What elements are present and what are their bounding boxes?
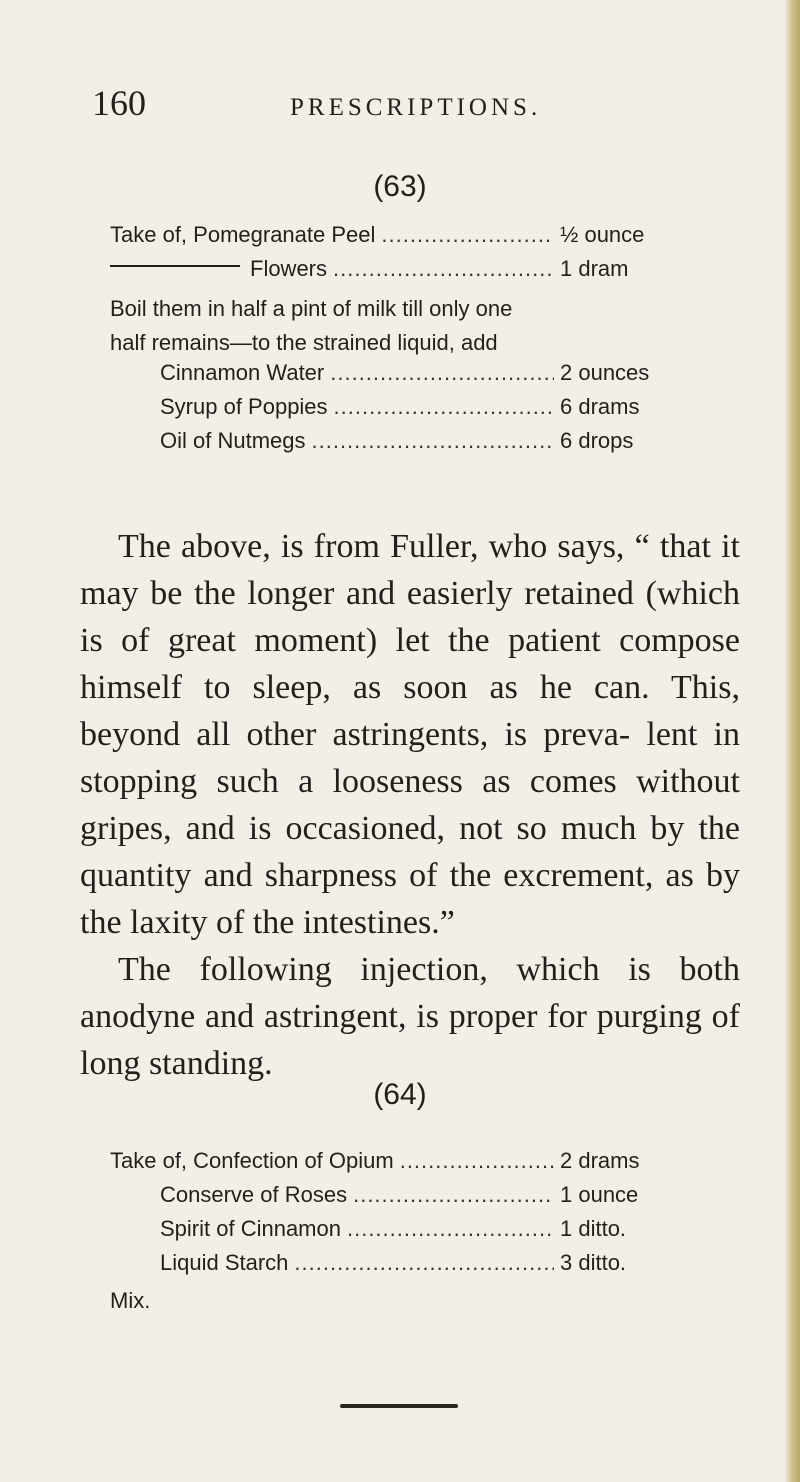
leader-dots	[353, 1182, 554, 1208]
ingredient-quantity: 1 ditto.	[560, 1216, 627, 1241]
ingredient-quantity: 2 ounces	[560, 360, 650, 385]
recipe-64-number: (64)	[373, 1078, 427, 1111]
page-number: 160	[92, 83, 146, 123]
paragraph-2: The following injection, which is both anodyne and astringent, is proper for purging of long standing.	[80, 951, 740, 1082]
recipe-63-line-2	[110, 256, 680, 290]
leader-dots	[330, 360, 554, 386]
ingredient-quantity: 1 ounce	[560, 1182, 639, 1207]
recipe-64-line-2	[160, 1182, 680, 1216]
recipe-64-closing: Mix.	[110, 1288, 151, 1313]
ingredient-quantity: 2 drams	[560, 1148, 640, 1173]
recipe-64	[110, 1148, 680, 1318]
leader-dots	[312, 428, 555, 454]
leader-dots	[294, 1250, 554, 1276]
recipe-63-direction: Boil them in half a pint of milk till only one half remains—to the strained liquid, add	[110, 296, 513, 355]
ingredient-label: Spirit of Cinnamon	[160, 1216, 341, 1241]
ingredient-label-text: Flowers	[250, 256, 328, 281]
ingredient-quantity: 6 drams	[560, 394, 640, 419]
body-text	[80, 523, 740, 1087]
recipe-64-line-1	[110, 1148, 680, 1182]
leader-dots	[347, 1216, 554, 1242]
ingredient-quantity: 6 drops	[560, 428, 634, 453]
running-title: PRESCRIPTIONS.	[290, 94, 542, 121]
recipe-63-line-1	[110, 222, 680, 256]
recipe-63	[110, 222, 680, 462]
ditto-dash	[110, 265, 240, 267]
ingredient-label: Take of, Pomegranate Peel	[110, 222, 376, 247]
recipe-64-more	[160, 1182, 680, 1284]
recipe-63-addition-1	[160, 360, 680, 394]
ink-mark	[340, 1404, 458, 1408]
recipe-63-addition-3	[160, 428, 680, 462]
leader-dots	[333, 256, 554, 282]
ingredient-label: Oil of Nutmegs	[160, 428, 306, 453]
page-edge	[784, 0, 800, 1482]
recipe-63-additions	[160, 360, 680, 462]
ingredient-quantity: 3 ditto.	[560, 1250, 627, 1275]
ingredient-label: Conserve of Roses	[160, 1182, 348, 1207]
ingredient-label: Liquid Starch	[160, 1250, 289, 1275]
page-header	[92, 82, 760, 132]
ingredient-quantity: ½ ounce	[560, 222, 645, 247]
recipe-64-line-4	[160, 1250, 680, 1284]
paragraph-1: The above, is from Fuller, who says, “ that it may be the longer and easierly retained (which is of great moment) let the patient compose himself to sleep, as soon as he can. This, beyond all other astringents, is preva- lent in stopping such a looseness as comes without gripes, and is occasioned, not so much by the quantity and sharpness of the excrement, as by the laxity of the intestines.”	[80, 528, 740, 941]
recipe-63-number: (63)	[373, 170, 427, 203]
leader-dots	[381, 222, 554, 248]
ingredient-label: Syrup of Poppies	[160, 394, 328, 419]
recipe-63-addition-2	[160, 394, 680, 428]
ingredient-label	[110, 256, 327, 282]
leader-dots	[400, 1148, 554, 1174]
leader-dots	[334, 394, 554, 420]
ingredient-label: Take of, Confection of Opium	[110, 1148, 394, 1173]
recipe-64-line-3	[160, 1216, 680, 1250]
ingredient-label: Cinnamon Water	[160, 360, 325, 385]
ingredient-quantity: 1 dram	[560, 256, 629, 281]
